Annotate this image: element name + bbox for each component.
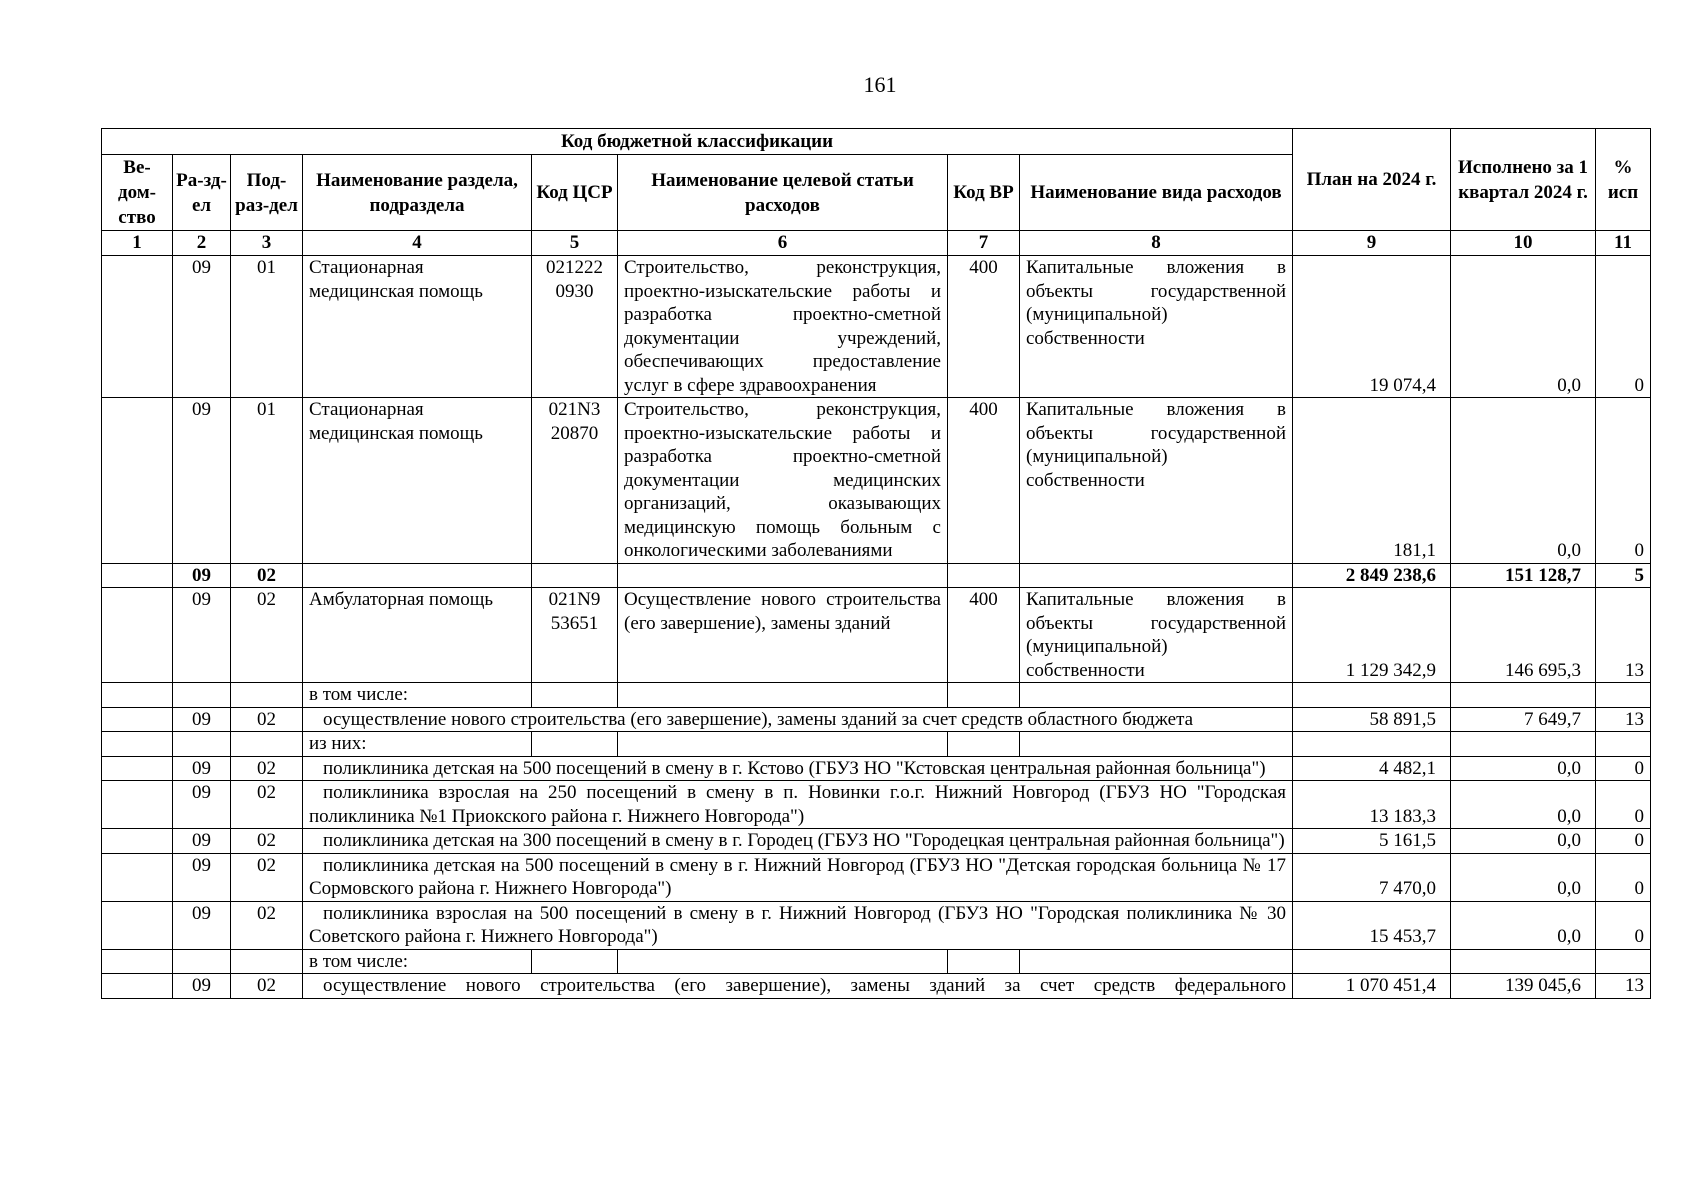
percent-cell: 0 — [1596, 756, 1651, 781]
header-vedomstvo: Ве-дом-ство — [102, 155, 173, 231]
header-target-name: Наименование целевой статьи расходов — [618, 155, 948, 231]
plan-cell: 19 074,4 — [1293, 256, 1451, 398]
vr-name-cell — [1020, 683, 1293, 708]
razdel-cell: 09 — [173, 756, 231, 781]
podrazdel-cell: 01 — [231, 398, 303, 564]
vedomstvo-cell — [102, 829, 173, 854]
podrazdel-cell: 02 — [231, 974, 303, 999]
percent-cell — [1596, 732, 1651, 757]
target-name-cell — [618, 732, 948, 757]
section-name-cell: Стационарная медицинская помощь — [303, 398, 532, 564]
percent-cell: 0 — [1596, 256, 1651, 398]
merged-description-cell: поликлиника взрослая на 500 посещений в смену в г. Нижний Новгород (ГБУЗ НО "Городская поликлиника № 30 Советского района г. Нижнего Новгорода") — [303, 901, 1293, 949]
csr-code-cell: 021222 0930 — [532, 256, 618, 398]
vedomstvo-cell — [102, 756, 173, 781]
executed-cell — [1451, 683, 1596, 708]
table-row — [102, 588, 1651, 683]
vedomstvo-cell — [102, 683, 173, 708]
subtotal-row — [102, 563, 1651, 588]
plan-cell — [1293, 949, 1451, 974]
vedomstvo-cell — [102, 707, 173, 732]
vr-name-cell: Капитальные вложения в объекты государственной (муниципальной) собственности — [1020, 588, 1293, 683]
percent-cell: 0 — [1596, 829, 1651, 854]
vr-name-cell — [1020, 732, 1293, 757]
header-executed: Исполнено за 1 квартал 2024 г. — [1451, 129, 1596, 231]
razdel-cell: 09 — [173, 901, 231, 949]
executed-cell: 0,0 — [1451, 756, 1596, 781]
header-percent: % исп — [1596, 129, 1651, 231]
percent-cell: 0 — [1596, 781, 1651, 829]
plan-cell: 1 129 342,9 — [1293, 588, 1451, 683]
plan-cell — [1293, 683, 1451, 708]
vr-code-cell — [948, 949, 1020, 974]
vedomstvo-cell — [102, 853, 173, 901]
table-row — [102, 974, 1651, 999]
column-number: 8 — [1020, 231, 1293, 256]
csr-code-cell — [532, 732, 618, 757]
section-name-cell: из них: — [303, 732, 532, 757]
podrazdel-cell — [231, 732, 303, 757]
razdel-cell — [173, 949, 231, 974]
razdel-cell — [173, 683, 231, 708]
table-row — [102, 901, 1651, 949]
header-vr-name: Наименование вида расходов — [1020, 155, 1293, 231]
column-number: 2 — [173, 231, 231, 256]
vr-code-cell — [948, 732, 1020, 757]
percent-cell: 0 — [1596, 398, 1651, 564]
executed-cell: 0,0 — [1451, 781, 1596, 829]
razdel-cell: 09 — [173, 563, 231, 588]
percent-cell: 0 — [1596, 901, 1651, 949]
column-number: 9 — [1293, 231, 1451, 256]
column-number: 4 — [303, 231, 532, 256]
razdel-cell: 09 — [173, 707, 231, 732]
section-name-cell: в том числе: — [303, 683, 532, 708]
header-section-name: Наименование раздела, подраздела — [303, 155, 532, 231]
vr-code-cell: 400 — [948, 256, 1020, 398]
vedomstvo-cell — [102, 949, 173, 974]
header-budget-classification: Код бюджетной классификации — [102, 129, 1293, 155]
vr-code-cell — [948, 563, 1020, 588]
percent-cell: 5 — [1596, 563, 1651, 588]
csr-code-cell — [532, 683, 618, 708]
plan-cell: 13 183,3 — [1293, 781, 1451, 829]
column-number: 11 — [1596, 231, 1651, 256]
table-row — [102, 949, 1651, 974]
razdel-cell: 09 — [173, 829, 231, 854]
plan-cell: 181,1 — [1293, 398, 1451, 564]
plan-cell: 15 453,7 — [1293, 901, 1451, 949]
razdel-cell — [173, 732, 231, 757]
target-name-cell — [618, 563, 948, 588]
merged-description-cell: поликлиника взрослая на 250 посещений в смену в п. Новинки г.о.г. Нижний Новгород (ГБУЗ НО "Городская поликлиника №1 Приокского района г. Нижнего Новгорода") — [303, 781, 1293, 829]
column-number: 1 — [102, 231, 173, 256]
plan-cell — [1293, 732, 1451, 757]
column-number: 5 — [532, 231, 618, 256]
column-number: 7 — [948, 231, 1020, 256]
table-row — [102, 256, 1651, 398]
executed-cell: 7 649,7 — [1451, 707, 1596, 732]
razdel-cell: 09 — [173, 398, 231, 564]
column-number: 10 — [1451, 231, 1596, 256]
column-number: 6 — [618, 231, 948, 256]
vr-name-cell — [1020, 563, 1293, 588]
section-name-cell: в том числе: — [303, 949, 532, 974]
header-csr-code: Код ЦСР — [532, 155, 618, 231]
plan-cell: 5 161,5 — [1293, 829, 1451, 854]
razdel-cell: 09 — [173, 974, 231, 999]
vedomstvo-cell — [102, 732, 173, 757]
executed-cell: 0,0 — [1451, 398, 1596, 564]
percent-cell: 0 — [1596, 853, 1651, 901]
podrazdel-cell: 02 — [231, 588, 303, 683]
target-name-cell: Строительство, реконструкция, проектно-изыскательские работы и разработка проектно-сметной документации медицинских организаций, оказывающих медицинскую помощь больным с онкологическими заболеваниями — [618, 398, 948, 564]
podrazdel-cell — [231, 949, 303, 974]
executed-cell: 139 045,6 — [1451, 974, 1596, 999]
podrazdel-cell — [231, 683, 303, 708]
vedomstvo-cell — [102, 588, 173, 683]
merged-description-cell: осуществление нового строительства (его завершение), замены зданий за счет средств областного бюджета — [303, 707, 1293, 732]
merged-description-cell: осуществление нового строительства (его завершение), замены зданий за счет средств федерального — [303, 974, 1293, 999]
header-razdel: Ра-зд-ел — [173, 155, 231, 231]
merged-description-cell: поликлиника детская на 300 посещений в смену в г. Городец (ГБУЗ НО "Городецкая центральная районная больница") — [303, 829, 1293, 854]
razdel-cell: 09 — [173, 781, 231, 829]
vedomstvo-cell — [102, 256, 173, 398]
podrazdel-cell: 02 — [231, 901, 303, 949]
podrazdel-cell: 02 — [231, 563, 303, 588]
vr-name-cell: Капитальные вложения в объекты государственной (муниципальной) собственности — [1020, 398, 1293, 564]
podrazdel-cell: 02 — [231, 781, 303, 829]
target-name-cell — [618, 949, 948, 974]
executed-cell: 146 695,3 — [1451, 588, 1596, 683]
vedomstvo-cell — [102, 974, 173, 999]
csr-code-cell — [532, 949, 618, 974]
executed-cell — [1451, 949, 1596, 974]
podrazdel-cell: 02 — [231, 756, 303, 781]
executed-cell — [1451, 732, 1596, 757]
table-row — [102, 756, 1651, 781]
vedomstvo-cell — [102, 398, 173, 564]
plan-cell: 7 470,0 — [1293, 853, 1451, 901]
merged-description-cell: поликлиника детская на 500 посещений в смену в г. Кстово (ГБУЗ НО "Кстовская центральная районная больница") — [303, 756, 1293, 781]
executed-cell: 0,0 — [1451, 853, 1596, 901]
csr-code-cell: 021N3 20870 — [532, 398, 618, 564]
plan-cell: 4 482,1 — [1293, 756, 1451, 781]
percent-cell — [1596, 683, 1651, 708]
vedomstvo-cell — [102, 901, 173, 949]
razdel-cell: 09 — [173, 256, 231, 398]
plan-cell: 2 849 238,6 — [1293, 563, 1451, 588]
csr-code-cell — [532, 563, 618, 588]
table-row — [102, 853, 1651, 901]
podrazdel-cell: 01 — [231, 256, 303, 398]
table-row — [102, 683, 1651, 708]
header-vr-code: Код ВР — [948, 155, 1020, 231]
executed-cell: 0,0 — [1451, 829, 1596, 854]
percent-cell: 13 — [1596, 707, 1651, 732]
vr-code-cell: 400 — [948, 398, 1020, 564]
podrazdel-cell: 02 — [231, 707, 303, 732]
column-number-row — [102, 231, 1651, 256]
executed-cell: 0,0 — [1451, 901, 1596, 949]
vr-name-cell: Капитальные вложения в объекты государственной (муниципальной) собственности — [1020, 256, 1293, 398]
podrazdel-cell: 02 — [231, 853, 303, 901]
section-name-cell — [303, 563, 532, 588]
plan-cell: 1 070 451,4 — [1293, 974, 1451, 999]
razdel-cell: 09 — [173, 588, 231, 683]
page-number: 161 — [863, 72, 897, 97]
table-row — [102, 781, 1651, 829]
section-name-cell: Стационарная медицинская помощь — [303, 256, 532, 398]
section-name-cell: Амбулаторная помощь — [303, 588, 532, 683]
table-row — [102, 732, 1651, 757]
merged-description-cell: поликлиника детская на 500 посещений в смену в г. Нижний Новгород (ГБУЗ НО "Детская городская больница № 17 Сормовского района г. Нижнего Новгорода") — [303, 853, 1293, 901]
column-number: 3 — [231, 231, 303, 256]
vr-code-cell — [948, 683, 1020, 708]
table-row — [102, 829, 1651, 854]
percent-cell — [1596, 949, 1651, 974]
vedomstvo-cell — [102, 563, 173, 588]
razdel-cell: 09 — [173, 853, 231, 901]
header-row-group — [102, 129, 1651, 155]
target-name-cell: Строительство, реконструкция, проектно-изыскательские работы и разработка проектно-сметной документации учреждений, обеспечивающих предоставление услуг в сфере здравоохранения — [618, 256, 948, 398]
header-podrazdel: Под-раз-дел — [231, 155, 303, 231]
csr-code-cell: 021N9 53651 — [532, 588, 618, 683]
target-name-cell: Осуществление нового строительства (его завершение), замены зданий — [618, 588, 948, 683]
table-row — [102, 398, 1651, 564]
executed-cell: 0,0 — [1451, 256, 1596, 398]
podrazdel-cell: 02 — [231, 829, 303, 854]
vedomstvo-cell — [102, 781, 173, 829]
vr-code-cell: 400 — [948, 588, 1020, 683]
budget-table — [101, 128, 1651, 999]
header-plan: План на 2024 г. — [1293, 129, 1451, 231]
executed-cell: 151 128,7 — [1451, 563, 1596, 588]
plan-cell: 58 891,5 — [1293, 707, 1451, 732]
percent-cell: 13 — [1596, 588, 1651, 683]
target-name-cell — [618, 683, 948, 708]
vr-name-cell — [1020, 949, 1293, 974]
table-row — [102, 707, 1651, 732]
percent-cell: 13 — [1596, 974, 1651, 999]
